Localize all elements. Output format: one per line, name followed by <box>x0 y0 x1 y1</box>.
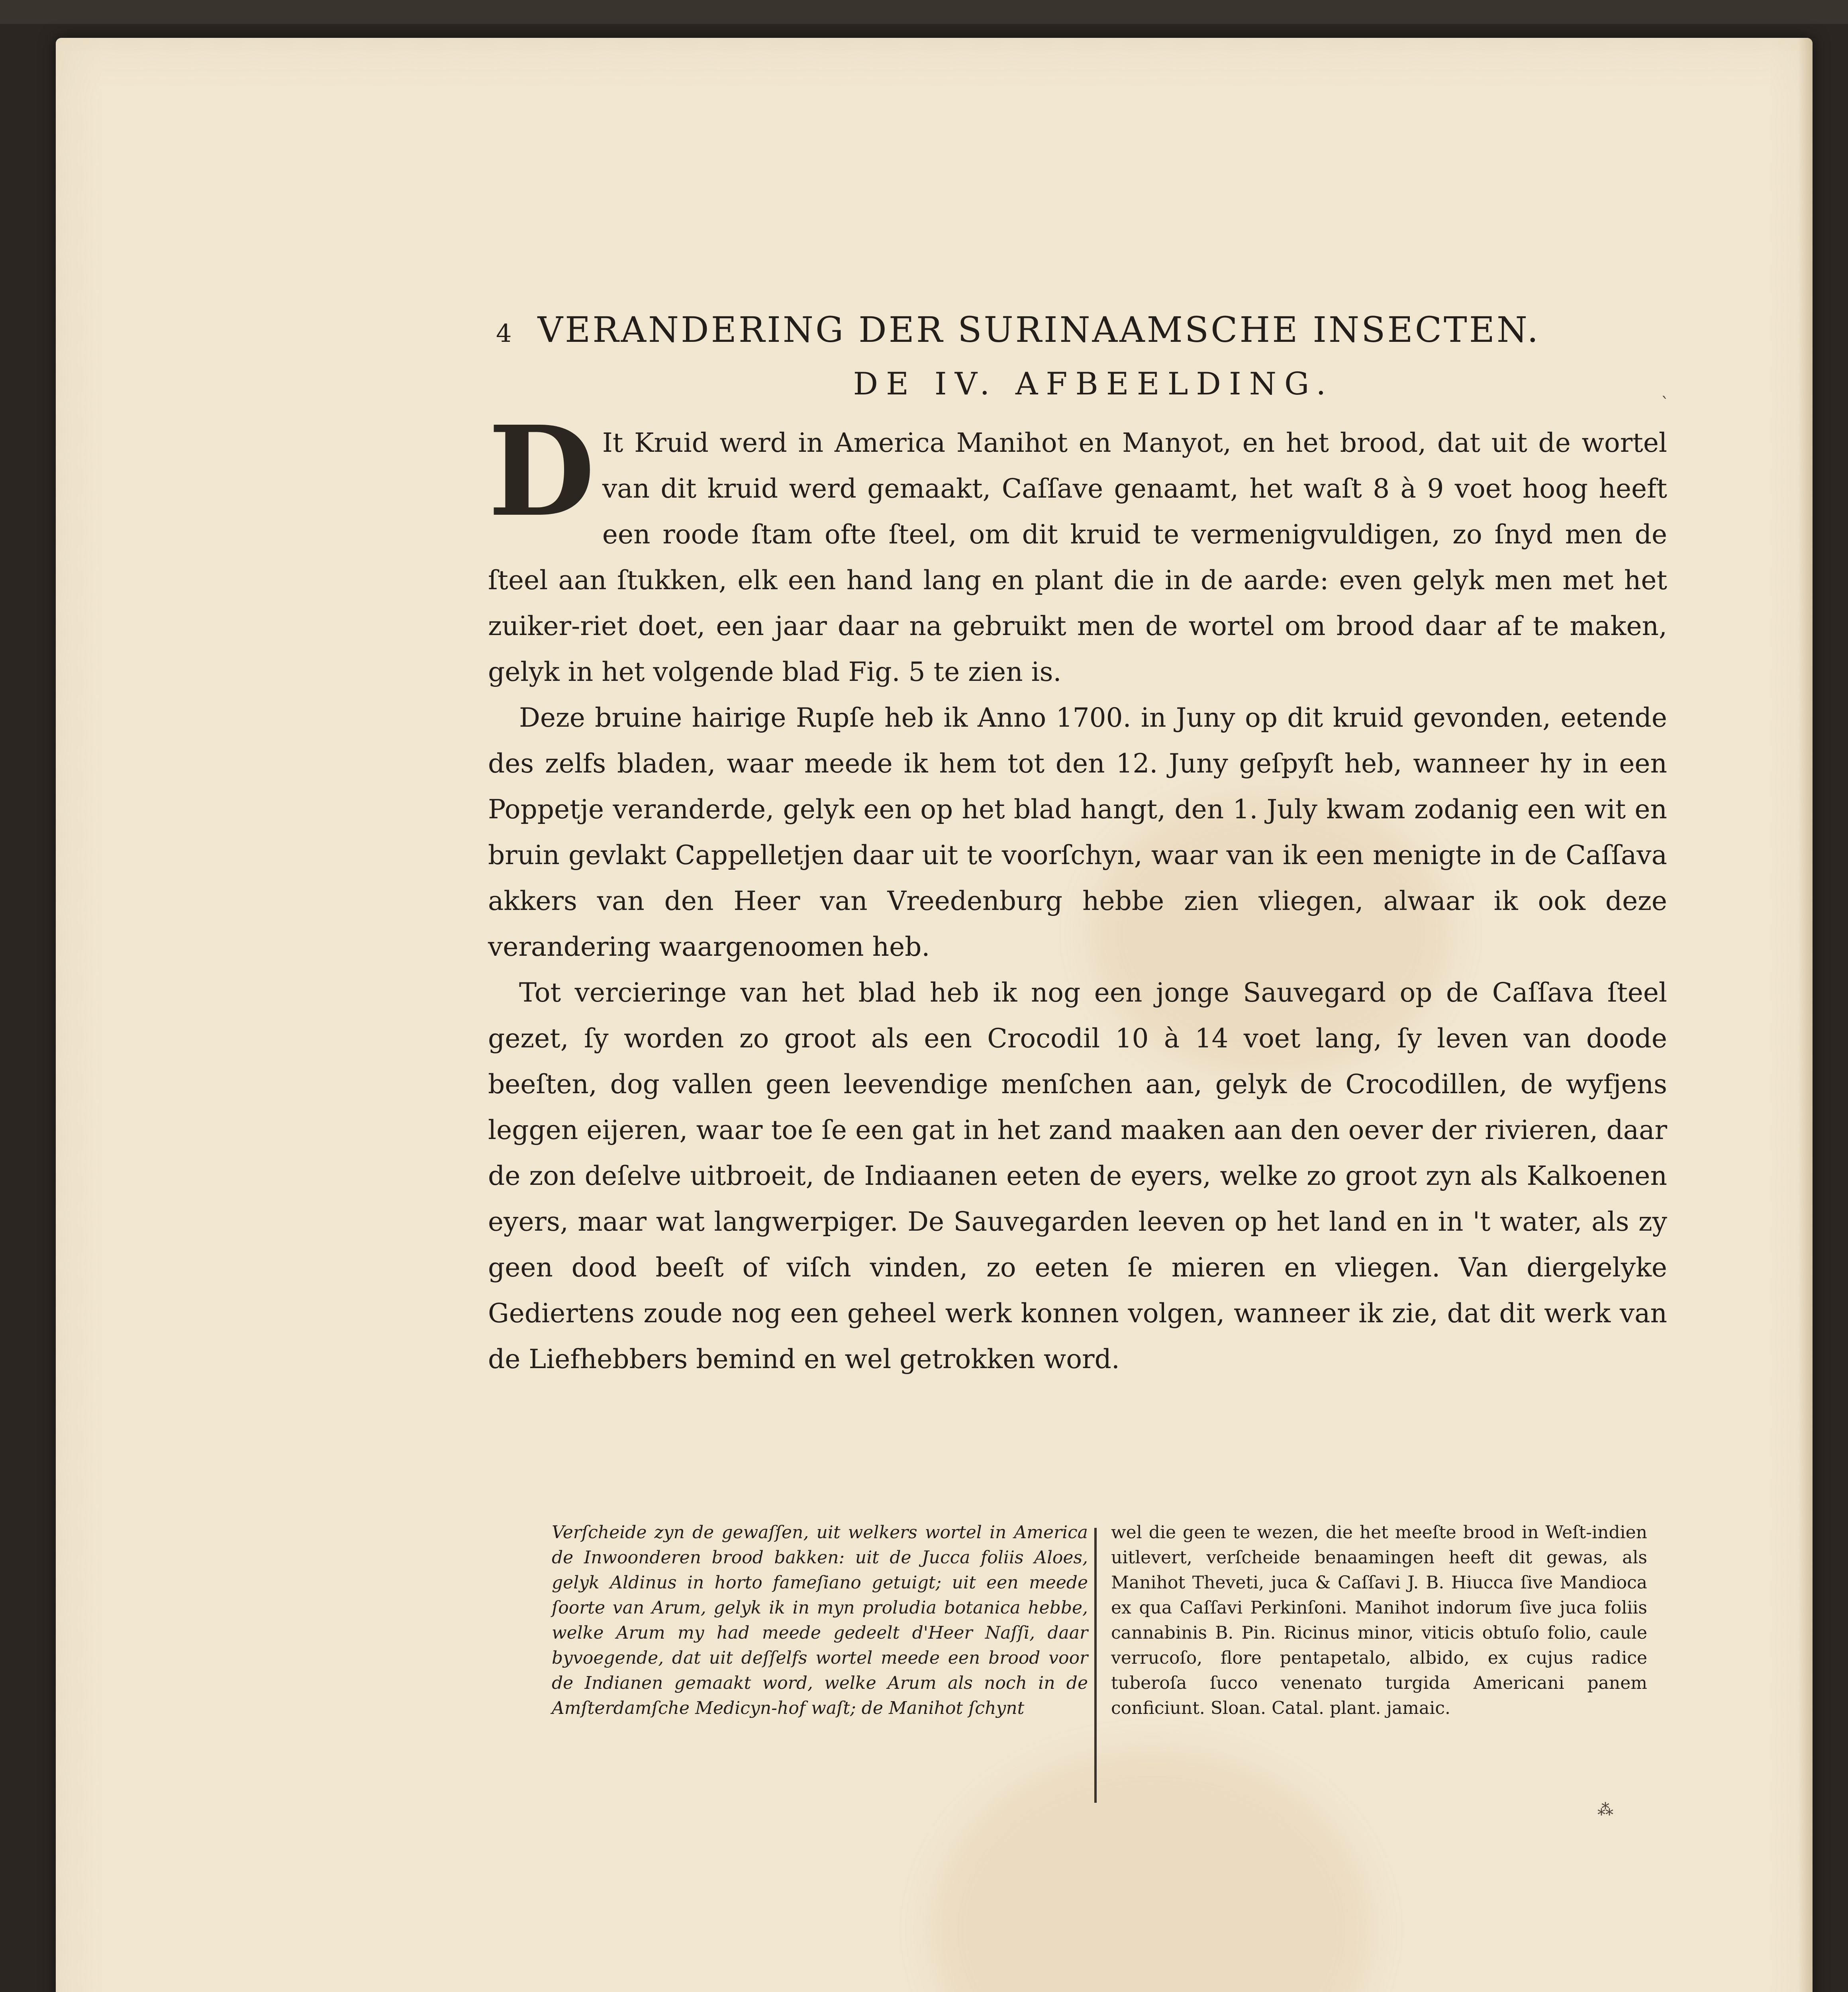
paragraph: Deze bruine hairige Rupſe heb ik Anno 1700. in Juny op dit kruid gevonden, eetende des zelfs bladen, waar meede ik hem tot den 12. Juny geſpyſt heb, wanneer hy in een Poppetje veranderde, gelyk een op het blad hangt, den 1. July kwam zodanig een wit en bruin gevlakt Cappelletjen daar uit te voorſchyn, waar van ik een menigte in de Caſſava akkers van den Heer van Vreedenburg hebbe zien vliegen, alwaar ik ook deze verandering waargenoomen heb. <box>488 702 1667 962</box>
scan-backdrop <box>0 0 1848 24</box>
footnote-right-column: wel die geen te wezen, die het meeſte brood in Weſt-indien uitlevert, verſcheide benaamingen heeft dit gewas, als Manihot Theveti, juca & Caſſavi J. B. Hiucca ſive Mandioca ex qua Caſſavi Perkinſoni. Manihot indorum ſive juca foliis cannabinis B. Pin. Ricinus minor, viticis obtuſo folio, caule verrucoſo, flore pentapetalo, albido, ex cujus radice tuberoſa ſucco venenato turgida Americani panem conficiunt. Sloan. Catal. plant. jamaic. <box>1111 1522 1648 1718</box>
paragraph: Tot vercieringe van het blad heb ik nog een jonge Sauvegard op de Caſſava ſteel gezet, ſy worden zo groot als een Crocodil 10 à 14 voet lang, ſy leven van doode beeſten, dog vallen geen leevendige menſchen aan, gelyk de Crocodillen, de wyfjens leggen eijeren, waar toe ſe een gat in het zand maaken aan den oever der rivieren, daar de zon deſelve uitbroeit, de Indiaanen eeten de eyers, welke zo groot zyn als Kalkoenen eyers, maar wat langwerpiger. De Sauvegarden leeven op het land en in 't water, als zy geen dood beeſt of viſch vinden, zo eeten ſe mieren en vliegen. Van diergelyke Gediertens zoude nog een geheel werk konnen volgen, wanneer ik zie, dat dit werk van de Liefhebbers bemind en wel getrokken word. <box>488 977 1667 1374</box>
footnote-left-column: Verſcheide zyn de gewaſſen, uit welkers wortel in America de Inwoonderen brood bakken: uit de Jucca foliis Aloes, gelyk Aldinus in horto fameſiano getuigt; uit een meede ſoorte van Arum, gelyk ik in myn proludia botanica hebbe, welke Arum my had meede gedeelt d'Heer Naſſi, daar byvoegende, dat uit deſſelfs wortel meede een brood voor de Indianen gemaakt word, welke Arum als noch in de Amſterdamſche Medicyn-hof waſt; de Manihot ſchynt <box>552 1522 1088 1718</box>
ink-mark: ⁂ <box>1597 1801 1613 1819</box>
column-rule <box>1094 1528 1097 1803</box>
paragraph-text: It Kruid werd in America Manihot en Manyot, en het brood, dat uit de wortel van dit kruid werd gemaakt, Caſſave genaamt, het waſt 8 à 9 voet hoog heeft een roode ſtam ofte ſteel, om dit kruid te vermenigvuldigen, zo ſnyd men de ſteel aan ſtukken, elk een hand lang en plant die in de aarde: even gelyk men met het zuiker-riet doet, een jaar daar na gebruikt men de wortel om brood daar af te maken, gelyk in het volgende blad Fig. 5 te zien is. <box>488 427 1667 687</box>
paragraph <box>488 399 1667 695</box>
running-title: VERANDERING DER SURINAAMSCHE INSECTEN. <box>537 309 1540 350</box>
page-edge <box>1798 38 1813 1992</box>
main-text-block <box>488 311 1667 1382</box>
footnotes <box>552 1520 1647 1803</box>
drop-cap: D <box>488 399 595 544</box>
running-head <box>496 311 1667 349</box>
page-number: 4 <box>496 319 514 348</box>
body-text <box>488 399 1667 1382</box>
plate-title: DE IV. AFBEELDING. <box>853 366 1334 402</box>
ink-mark: ˋ <box>1661 394 1669 413</box>
